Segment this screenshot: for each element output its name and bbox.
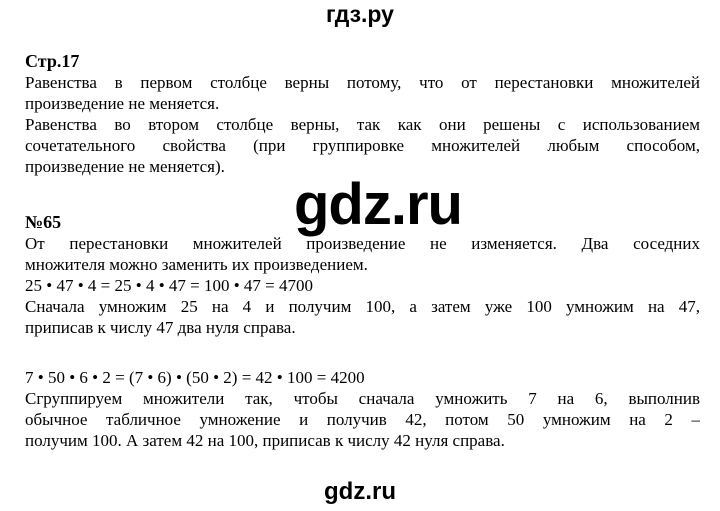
equation-2: 7 • 50 • 6 • 2 = (7 • 6) • (50 • 2) = 42 • 100 = 4200 [25, 368, 365, 387]
text-line: Сначала умножим 25 на 4 и получим 100, а затем уже 100 умножим на 47, [25, 297, 700, 316]
text-line: сочетательного свойства (при группировке множителей любым способом, [25, 136, 700, 155]
page-content [25, 0, 700, 451]
text-line: произведение не меняется. [25, 94, 220, 113]
task-paragraph-1 [25, 233, 700, 275]
task-paragraph-2 [25, 296, 700, 338]
site-logo-header: гдз.ру [326, 1, 394, 27]
text-line: От перестановки множителей произведение не изменяется. Два соседних [25, 234, 700, 253]
intro-paragraph-2 [25, 114, 700, 177]
text-line: Сгруппируем множители так, чтобы сначала умножить 7 на 6, выполнив [25, 389, 700, 408]
watermark-logo: gdz.ru [294, 172, 462, 237]
equation-1: 25 • 47 • 4 = 25 • 4 • 47 = 100 • 47 = 4700 [25, 276, 314, 295]
text-line: получим 100. А затем 42 на 100, приписав к числу 42 нуля справа. [25, 431, 505, 450]
task-paragraph-3 [25, 388, 700, 451]
text-line: множителя можно заменить их произведением. [25, 255, 368, 274]
text-line: Равенства в первом столбце верны потому, что от перестановки множителей [25, 73, 700, 92]
text-line: приписав к числу 47 два нуля справа. [25, 318, 296, 337]
text-line: Равенства во втором столбце верны, так как они решены с использованием [25, 115, 700, 134]
text-line: обычное табличное умножение и получив 42, потом 50 умножим на 2 – [25, 410, 700, 429]
text-line: произведение не меняется). [25, 157, 225, 176]
page-number-label: Стр.17 [25, 51, 80, 71]
site-logo-footer: gdz.ru [324, 478, 396, 505]
task-number-label: №65 [25, 212, 62, 232]
intro-paragraph-1 [25, 72, 700, 114]
